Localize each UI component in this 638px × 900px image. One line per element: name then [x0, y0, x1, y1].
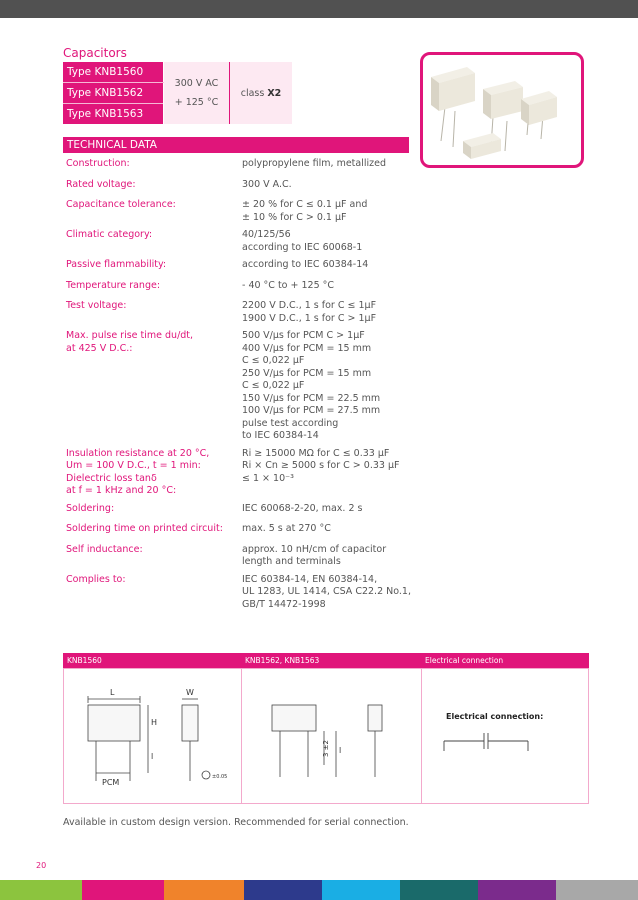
- diagram-header-knb1560: KNB1560: [67, 656, 102, 665]
- tech-row-value: [242, 229, 362, 254]
- section-title: Capacitors: [63, 46, 127, 60]
- strip-segment: [478, 880, 556, 900]
- tech-row-label: [66, 259, 242, 272]
- strip-segment: [244, 880, 322, 900]
- tech-label-line: Soldering:: [66, 502, 115, 514]
- tech-row-label: [66, 300, 242, 325]
- strip-segment: [82, 880, 164, 900]
- tech-label-line: Self inductance:: [66, 543, 143, 555]
- tech-value-line: according to IEC 60384-14: [242, 259, 369, 270]
- tech-row-label: [66, 544, 242, 569]
- tech-value-line: pulse test according: [242, 417, 339, 429]
- tech-label-line: Um = 100 V D.C., t = 1 min:: [66, 460, 201, 471]
- tech-value-line: 400 V/μs for PCM = 15 mm: [242, 342, 372, 354]
- tech-row-value: [242, 280, 334, 293]
- tech-row-value: [242, 523, 331, 536]
- tech-value-line: IEC 60068-2-20, max. 2 s: [242, 502, 363, 514]
- tech-row-value: [242, 503, 362, 516]
- tech-label-line: Passive flammability:: [66, 259, 167, 270]
- tech-row-value: [242, 158, 386, 171]
- tech-value-line: 2200 V D.C., 1 s for C ≤ 1μF: [242, 300, 377, 311]
- diagram-box: [63, 668, 589, 804]
- tech-value-line: 300 V A.C.: [242, 178, 292, 190]
- dim-label-PCM: PCM: [102, 778, 120, 787]
- tech-label-line: Temperature range:: [66, 279, 161, 291]
- tech-value-line: length and terminals: [242, 556, 341, 567]
- tech-label-line: at f = 1 kHz and 20 °C:: [66, 485, 177, 496]
- tech-label-line: Capacitance tolerance:: [66, 199, 176, 210]
- dim-label-tol: ±0.05: [212, 774, 228, 780]
- tech-value-line: according to IEC 60068-1: [242, 241, 363, 253]
- tech-row: [66, 523, 426, 536]
- tech-value-line: 150 V/μs for PCM = 22.5 mm: [242, 392, 381, 404]
- tech-value-line: ± 20 % for C ≤ 0.1 μF and: [242, 199, 368, 210]
- dim-label-W: W: [186, 688, 194, 697]
- class-cell: [230, 62, 293, 124]
- tech-row: [66, 300, 426, 325]
- diagram-header-electrical: Electrical connection: [425, 656, 504, 665]
- tech-row: [66, 158, 426, 171]
- tech-label-line: Insulation resistance at 20 °C,: [66, 447, 210, 459]
- tech-value-line: to IEC 60384-14: [242, 430, 319, 441]
- elec-title: Electrical connection:: [446, 712, 544, 721]
- dim-label-l2: l: [339, 746, 342, 755]
- tech-row: [66, 448, 426, 473]
- voltage-rating: 300 V AC: [174, 78, 219, 89]
- type-knb1560: Type KNB1560: [63, 62, 164, 83]
- dim-label-l: l: [151, 752, 154, 761]
- electrical-connection-diagram: [422, 669, 588, 803]
- tech-value-line: polypropylene film, metallized: [242, 158, 387, 169]
- technical-data-table: [66, 158, 426, 617]
- class-prefix: class: [240, 87, 268, 99]
- type-knb1563: Type KNB1563: [63, 104, 164, 125]
- strip-segment: [400, 880, 478, 900]
- tech-label-line: Climatic category:: [66, 229, 153, 240]
- tech-row-value: [242, 300, 376, 325]
- tech-value-line: max. 5 s at 270 °C: [242, 523, 331, 534]
- temperature-rating: + 125 °C: [174, 97, 219, 108]
- tech-row-label: [66, 574, 242, 612]
- tech-label-line: Test voltage:: [66, 300, 127, 311]
- tech-row-label: [66, 523, 242, 536]
- top-bar: [0, 0, 638, 18]
- dim-label-L: L: [110, 688, 115, 697]
- tech-label-line: Soldering time on printed circuit:: [66, 523, 223, 534]
- strip-segment: [164, 880, 244, 900]
- tech-row: [66, 229, 426, 254]
- tech-row-label: [66, 199, 242, 224]
- footnote: Available in custom design version. Recommended for serial connection.: [63, 817, 409, 828]
- tech-row: [66, 574, 426, 612]
- tech-row: [66, 199, 426, 224]
- tech-value-line: - 40 °C to + 125 °C: [242, 279, 335, 291]
- dim-label-H: H: [151, 718, 158, 727]
- tech-value-line: 1900 V D.C., 1 s for C > 1μF: [242, 312, 377, 324]
- tech-row-label: [66, 503, 242, 516]
- tech-value-line: 250 V/μs for PCM = 15 mm: [242, 367, 372, 379]
- strip-segment: [322, 880, 400, 900]
- tech-row: [66, 473, 426, 498]
- tech-row-value: [242, 330, 380, 443]
- tech-value-line: 500 V/μs for PCM C > 1μF: [242, 330, 365, 341]
- dimension-drawing-knb1562: [242, 669, 421, 803]
- tech-row: [66, 544, 426, 569]
- tech-label-line: Max. pulse rise time du/dt,: [66, 330, 194, 341]
- tech-value-line: C ≤ 0,022 μF: [242, 355, 305, 366]
- diagram-header-knb1562-1563: KNB1562, KNB1563: [245, 656, 320, 665]
- tech-value-line: IEC 60384-14, EN 60384-14,: [242, 573, 378, 585]
- tech-label-line: Complies to:: [66, 573, 126, 585]
- tech-row-label: [66, 179, 242, 192]
- product-photo: [420, 52, 584, 168]
- tech-row-label: [66, 330, 242, 443]
- dim-label-lead: 3 ±2: [322, 740, 330, 757]
- tech-row-label: [66, 229, 242, 254]
- tech-row-value: [242, 259, 368, 272]
- tech-value-line: Ri ≥ 15000 MΩ for C ≤ 0.33 μF: [242, 447, 390, 459]
- technical-data-header: TECHNICAL DATA: [63, 137, 409, 153]
- tech-row-value: [242, 179, 292, 192]
- tech-row: [66, 179, 426, 192]
- dimension-drawing-knb1560: [64, 669, 241, 803]
- page-number: 20: [36, 861, 47, 870]
- tech-row-value: [242, 574, 411, 612]
- tech-row-value: [242, 544, 386, 569]
- tech-value-line: GB/T 14472-1998: [242, 598, 326, 610]
- tech-row: [66, 280, 426, 293]
- tech-value-line: ≤ 1 × 10⁻³: [242, 472, 294, 484]
- tech-row: [66, 503, 426, 516]
- tech-value-line: C ≤ 0,022 μF: [242, 380, 305, 391]
- type-table: [63, 62, 292, 124]
- tech-value-line: Ri × Cn ≥ 5000 s for C > 0.33 μF: [242, 460, 400, 471]
- strip-segment: [0, 880, 82, 900]
- type-knb1562: Type KNB1562: [63, 83, 164, 104]
- tech-label-line: Construction:: [66, 158, 130, 169]
- strip-segment: [556, 880, 638, 900]
- class-value: X2: [267, 87, 282, 99]
- tech-label-line: Dielectric loss tanδ: [66, 472, 157, 484]
- tech-value-line: ± 10 % for C > 0.1 μF: [242, 211, 347, 223]
- rating-cell: [164, 62, 230, 124]
- tech-value-line: approx. 10 nH/cm of capacitor: [242, 543, 387, 555]
- tech-row: [66, 330, 426, 443]
- tech-row-label: [66, 473, 242, 498]
- diagram-header-bar: [63, 653, 589, 668]
- tech-row-value: [242, 448, 399, 473]
- color-strip: [0, 880, 638, 900]
- tech-value-line: 40/125/56: [242, 229, 291, 240]
- tech-row-label: [66, 448, 242, 473]
- tech-row-label: [66, 280, 242, 293]
- tech-label-line: at 425 V D.C.:: [66, 342, 133, 354]
- tech-row: [66, 259, 426, 272]
- tech-row-value: [242, 199, 367, 224]
- tech-value-line: 100 V/μs for PCM = 27.5 mm: [242, 405, 381, 416]
- tech-row-label: [66, 158, 242, 171]
- tech-value-line: UL 1283, UL 1414, CSA C22.2 No.1,: [242, 586, 411, 597]
- tech-label-line: Rated voltage:: [66, 178, 136, 190]
- tech-row-value: [242, 473, 294, 498]
